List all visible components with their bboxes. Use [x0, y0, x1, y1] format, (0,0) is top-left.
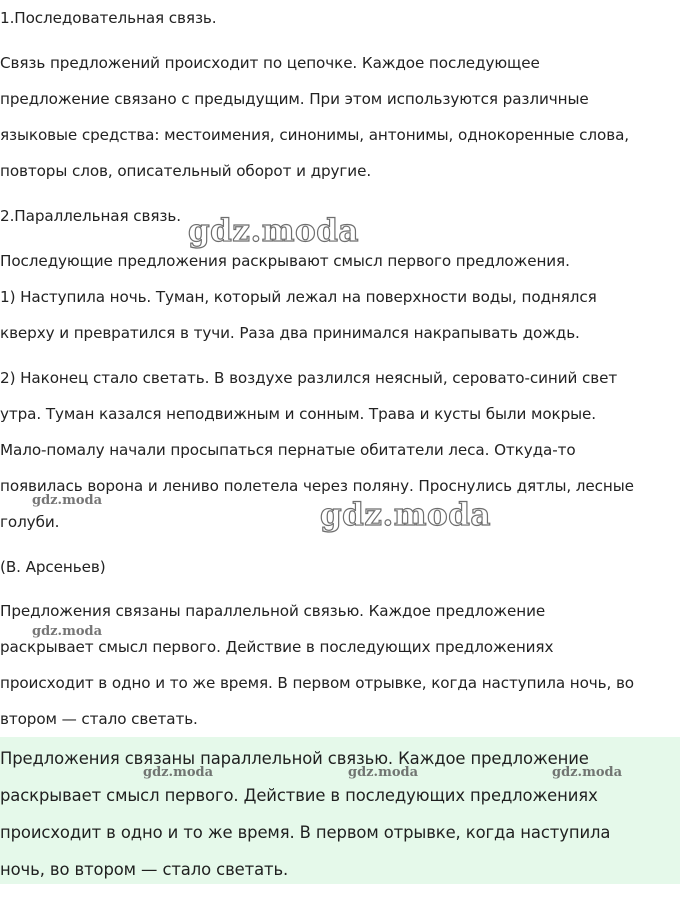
conclusion-paragraph: [0, 593, 680, 737]
text-line: происходит в одно и то же время. В первом отрывке, когда наступила: [0, 823, 611, 842]
text-line: Связь предложений происходит по цепочке. Каждое последующее: [0, 54, 540, 72]
text-line: 2) Наконец стало светать. В воздухе разлился неясный, серовато-синий свет: [0, 369, 618, 387]
text-line: повторы слов, описательный оборот и другие.: [0, 162, 372, 180]
watermark-logo: gdz.moda: [348, 765, 419, 780]
text-line: Мало-помалу начали просыпаться пернатые обитатели леса. Откуда-то: [0, 441, 576, 459]
highlighted-conclusion: [0, 740, 680, 888]
watermark-logo: gdz.moda: [32, 493, 103, 508]
watermark-logo: gdz.moda: [32, 624, 103, 639]
text-line: голуби.: [0, 513, 60, 531]
example-1: [0, 279, 680, 351]
text-line: языковые средства: местоимения, синонимы, антонимы, однокоренные слова,: [0, 126, 630, 144]
heading-sequential: 1.Последовательная связь.: [0, 9, 217, 27]
paragraph-parallel-definition: Последующие предложения раскрывают смысл первого предложения.: [0, 252, 570, 270]
text-line: раскрывает смысл первого. Действие в последующих предложениях: [0, 786, 598, 805]
author-attribution: (В. Арсеньев): [0, 558, 106, 576]
text-line: кверху и превратился в тучи. Раза два принимался накрапывать дождь.: [0, 324, 580, 342]
text-line: Предложения связаны параллельной связью. Каждое предложение: [0, 602, 546, 620]
text-line: ночь, во втором — стало светать.: [0, 860, 289, 879]
text-line: происходит в одно и то же время. В первом отрывке, когда наступила ночь, во: [0, 674, 635, 692]
text-line: Предложения связаны параллельной связью. Каждое предложение: [0, 749, 589, 768]
text-line: предложение связано с предыдущим. При этом используются различные: [0, 90, 589, 108]
watermark-logo: gdz.moda: [552, 765, 623, 780]
text-line: утра. Туман казался неподвижным и сонным. Трава и кусты были мокрые.: [0, 405, 596, 423]
watermark-logo: gdz.moda: [320, 497, 491, 533]
heading-parallel: 2.Параллельная связь.: [0, 207, 181, 225]
paragraph-sequential: [0, 45, 680, 189]
text-line: втором — стало светать.: [0, 710, 198, 728]
watermark-logo: gdz.moda: [188, 213, 359, 249]
text-line: появилась ворона и лениво полетела через поляну. Проснулись дятлы, лесные: [0, 477, 634, 495]
watermark-logo: gdz.moda: [143, 765, 214, 780]
text-line: раскрывает смысл первого. Действие в последующих предложениях: [0, 638, 554, 656]
text-line: 1) Наступила ночь. Туман, который лежал на поверхности воды, поднялся: [0, 288, 597, 306]
